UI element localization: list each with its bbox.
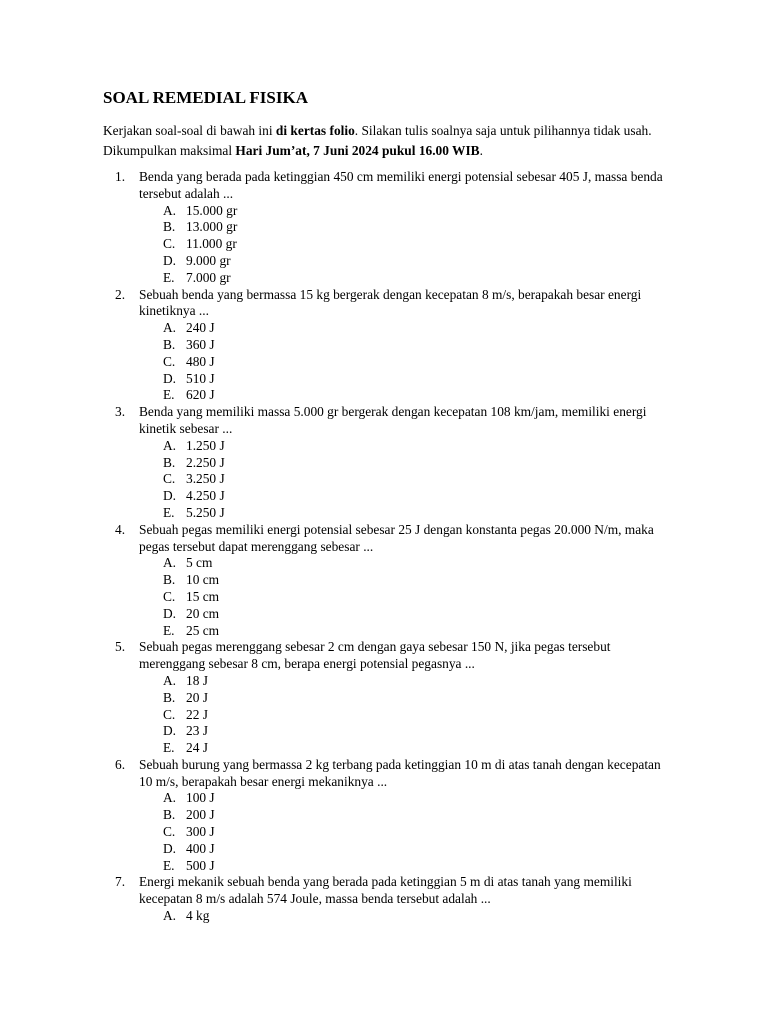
answer-options (139, 438, 673, 522)
question-item (103, 287, 673, 405)
option-letter: E. (163, 387, 175, 403)
answer-option (163, 589, 673, 606)
answer-option (163, 572, 673, 589)
option-text: 620 J (186, 387, 215, 403)
answer-option (163, 606, 673, 623)
question-text: Benda yang berada pada ketinggian 450 cm memiliki energi potensial sebesar 405 J, massa benda tersebut adalah ... (139, 169, 663, 201)
option-text: 360 J (186, 336, 215, 352)
option-letter: B. (163, 807, 176, 823)
answer-option (163, 270, 673, 287)
option-text: 300 J (186, 824, 215, 840)
question-number: 5. (115, 639, 126, 655)
intro-text-1: Kerjakan soal-soal di bawah ini (103, 123, 276, 138)
option-text: 1.250 J (186, 437, 225, 453)
answer-option (163, 455, 673, 472)
question-item (103, 639, 673, 757)
option-text: 15.000 gr (186, 202, 238, 218)
option-letter: B. (163, 572, 176, 588)
answer-option (163, 740, 673, 757)
option-text: 4.250 J (186, 488, 225, 504)
answer-option (163, 790, 673, 807)
instructions-paragraph (103, 121, 673, 161)
answer-option (163, 707, 673, 724)
option-letter: E. (163, 622, 175, 638)
option-text: 23 J (186, 723, 208, 739)
answer-option (163, 387, 673, 404)
option-text: 13.000 gr (186, 219, 238, 235)
option-letter: A. (163, 790, 177, 806)
question-text: Sebuah pegas merenggang sebesar 2 cm dengan gaya sebesar 150 N, jika pegas tersebut merenggang sebesar 8 cm, berapa energi potensial pegasnya ... (139, 639, 611, 672)
answer-option (163, 807, 673, 824)
question-number: 7. (115, 874, 126, 890)
answer-option (163, 253, 673, 270)
answer-option (163, 471, 673, 488)
page-title: SOAL REMEDIAL FISIKA (103, 88, 308, 107)
option-text: 5.250 J (186, 504, 225, 520)
question-number: 6. (115, 756, 126, 772)
answer-option (163, 690, 673, 707)
question-number: 2. (115, 286, 126, 302)
option-text: 20 J (186, 689, 208, 705)
option-text: 11.000 gr (186, 236, 237, 252)
option-text: 20 cm (186, 605, 220, 621)
option-letter: A. (163, 320, 177, 336)
option-letter: C. (163, 824, 176, 840)
answer-option (163, 219, 673, 236)
option-letter: D. (163, 605, 177, 621)
option-letter: E. (163, 740, 175, 756)
question-item (103, 522, 673, 640)
option-text: 7.000 gr (186, 269, 231, 285)
question-item (103, 404, 673, 522)
question-item (103, 169, 673, 287)
answer-options (139, 320, 673, 404)
answer-option (163, 236, 673, 253)
option-letter: D. (163, 252, 177, 268)
option-letter: E. (163, 504, 175, 520)
option-text: 10 cm (186, 572, 220, 588)
option-letter: A. (163, 555, 177, 571)
option-letter: D. (163, 488, 177, 504)
option-letter: A. (163, 908, 177, 924)
option-letter: B. (163, 336, 176, 352)
question-list (103, 169, 673, 925)
option-text: 22 J (186, 706, 208, 722)
option-text: 15 cm (186, 588, 220, 604)
answer-options (139, 673, 673, 757)
question-text: Sebuah burung yang bermassa 2 kg terbang pada ketinggian 10 m di atas tanah dengan kecepatan 10 m/s, berapakah besar energi mekaniknya ... (139, 756, 661, 789)
intro-bold-1: di kertas folio (275, 123, 355, 138)
option-letter: A. (163, 202, 177, 218)
option-text: 5 cm (186, 555, 213, 571)
option-letter: C. (163, 471, 176, 487)
answer-option (163, 623, 673, 640)
answer-option (163, 438, 673, 455)
option-letter: D. (163, 840, 177, 856)
option-text: 4 kg (186, 908, 210, 924)
answer-option (163, 505, 673, 522)
option-letter: B. (163, 689, 176, 705)
option-letter: C. (163, 236, 176, 252)
answer-option (163, 354, 673, 371)
option-letter: C. (163, 353, 176, 369)
option-text: 510 J (186, 370, 215, 386)
question-number: 3. (115, 404, 126, 420)
option-text: 24 J (186, 740, 208, 756)
answer-option (163, 908, 673, 925)
answer-option (163, 824, 673, 841)
answer-options (139, 790, 673, 874)
intro-text-3: . (479, 143, 483, 158)
option-letter: B. (163, 454, 176, 470)
question-text: Sebuah benda yang bermassa 15 kg bergerak dengan kecepatan 8 m/s, berapakah besar energi kinetiknya ... (139, 286, 642, 319)
option-text: 3.250 J (186, 471, 225, 487)
answer-option (163, 371, 673, 388)
answer-option (163, 858, 673, 875)
answer-option (163, 203, 673, 220)
option-text: 18 J (186, 672, 208, 688)
option-text: 25 cm (186, 622, 220, 638)
option-text: 240 J (186, 320, 215, 336)
option-letter: A. (163, 672, 177, 688)
option-letter: E. (163, 857, 175, 873)
option-letter: C. (163, 706, 176, 722)
question-number: 4. (115, 521, 126, 537)
document-page (103, 87, 673, 925)
option-letter: D. (163, 723, 177, 739)
option-letter: D. (163, 370, 177, 386)
option-text: 400 J (186, 840, 215, 856)
answer-options (139, 555, 673, 639)
option-text: 100 J (186, 790, 215, 806)
answer-option (163, 841, 673, 858)
option-letter: B. (163, 219, 176, 235)
question-item (103, 757, 673, 875)
question-number: 1. (115, 169, 126, 184)
intro-text-2: . Silakan tulis soalnya saja untuk pilihannya tidak usah. Dikumpulkan maksimal (103, 123, 652, 158)
option-letter: C. (163, 588, 176, 604)
answer-option (163, 337, 673, 354)
option-text: 9.000 gr (186, 252, 231, 268)
answer-option (163, 555, 673, 572)
answer-options (139, 203, 673, 287)
question-text: Energi mekanik sebuah benda yang berada pada ketinggian 5 m di atas tanah yang memiliki kecepatan 8 m/s adalah 574 Joule, massa benda tersebut adalah ... (139, 874, 632, 907)
answer-option (163, 723, 673, 740)
question-text: Sebuah pegas memiliki energi potensial sebesar 25 J dengan konstanta pegas 20.000 N/m, maka pegas tersebut dapat merenggang sebesar ... (139, 521, 654, 554)
option-text: 200 J (186, 807, 215, 823)
question-item (103, 874, 673, 924)
intro-bold-2: Hari Jum’at, 7 Juni 2024 pukul 16.00 WIB (235, 143, 480, 158)
answer-option (163, 488, 673, 505)
answer-option (163, 673, 673, 690)
option-letter: A. (163, 437, 177, 453)
question-text: Benda yang memiliki massa 5.000 gr bergerak dengan kecepatan 108 km/jam, memiliki energi kinetik sebesar ... (139, 404, 647, 436)
option-text: 2.250 J (186, 454, 225, 470)
option-text: 500 J (186, 857, 215, 873)
option-letter: E. (163, 269, 175, 285)
answer-options (139, 908, 673, 925)
option-text: 480 J (186, 353, 215, 369)
answer-option (163, 320, 673, 337)
